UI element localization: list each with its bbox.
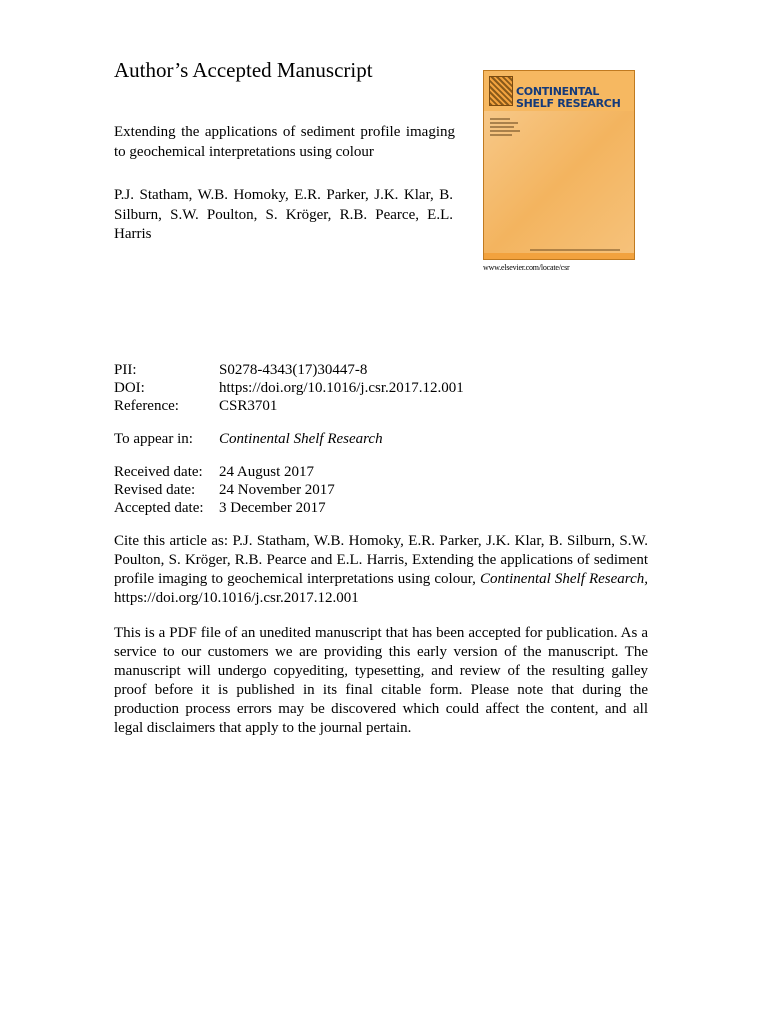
revised-date-value: 24 November 2017 xyxy=(219,482,335,498)
reference-label: Reference: xyxy=(114,398,179,414)
journal-url[interactable]: www.elsevier.com/locate/csr xyxy=(483,263,570,272)
pii-label: PII: xyxy=(114,362,137,378)
appear-in-journal: Continental Shelf Research xyxy=(219,431,383,447)
doi-label: DOI: xyxy=(114,380,145,396)
cover-text-line xyxy=(490,134,512,136)
elsevier-logo-icon xyxy=(489,76,513,106)
cover-text-line xyxy=(490,122,518,124)
reference-value: CSR3701 xyxy=(219,398,278,414)
received-date-value: 24 August 2017 xyxy=(219,464,315,480)
citation-journal: Continental Shelf Research, xyxy=(479,571,648,587)
cover-text-line xyxy=(490,126,514,128)
cover-footer-line xyxy=(530,249,620,251)
pii-value: S0278-4343(17)30447-8 xyxy=(219,362,368,378)
author-list: P.J. Statham, W.B. Homoky, E.R. Parker, J.K. Klar, B. Silburn, S.W. Poulton, S. Kröger, R.B. Pearce, E.L. Harris xyxy=(114,187,453,242)
citation-paragraph xyxy=(114,532,648,608)
citation-doi: https://doi.org/10.1016/j.csr.2017.12.001 xyxy=(114,590,359,606)
cover-art-panel xyxy=(484,111,635,253)
received-date-label: Received date: xyxy=(114,464,203,480)
manuscript-notice: This is a PDF file of an unedited manuscript that has been accepted for publication. As a service to our customers we are providing this early version of the manuscript. The manuscript will undergo copyediting, typesetting, and review of the resulting galley proof before it is published in its final citable form. Please note that during the production process errors may be discovered which could affect the content, and all legal disclaimers that apply to the journal pertain. xyxy=(114,625,648,736)
cover-text-line xyxy=(490,118,510,120)
cover-text-line xyxy=(490,130,520,132)
manuscript-heading: Author’s Accepted Manuscript xyxy=(114,58,373,82)
accepted-date-value: 3 December 2017 xyxy=(219,500,326,516)
accepted-date-label: Accepted date: xyxy=(114,500,204,516)
cover-journal-name: CONTINENTAL SHELF RESEARCH xyxy=(516,85,621,110)
appear-in-label: To appear in: xyxy=(114,431,193,447)
journal-cover-image xyxy=(483,70,635,260)
citation-text: Cite this article as: P.J. Statham, W.B. Homoky, E.R. Parker, J.K. Klar, B. Silburn, S.W. Poulton, S. Kröger, R.B. Pearce and E.L. Harris, Extending the applications of sediment profile imaging to geochemical interpretations using colour, xyxy=(114,533,648,587)
revised-date-label: Revised date: xyxy=(114,482,196,498)
doi-link[interactable]: https://doi.org/10.1016/j.csr.2017.12.001 xyxy=(219,380,464,396)
article-title: Extending the applications of sediment profile imaging to geochemical interpretations using colour xyxy=(114,124,455,160)
